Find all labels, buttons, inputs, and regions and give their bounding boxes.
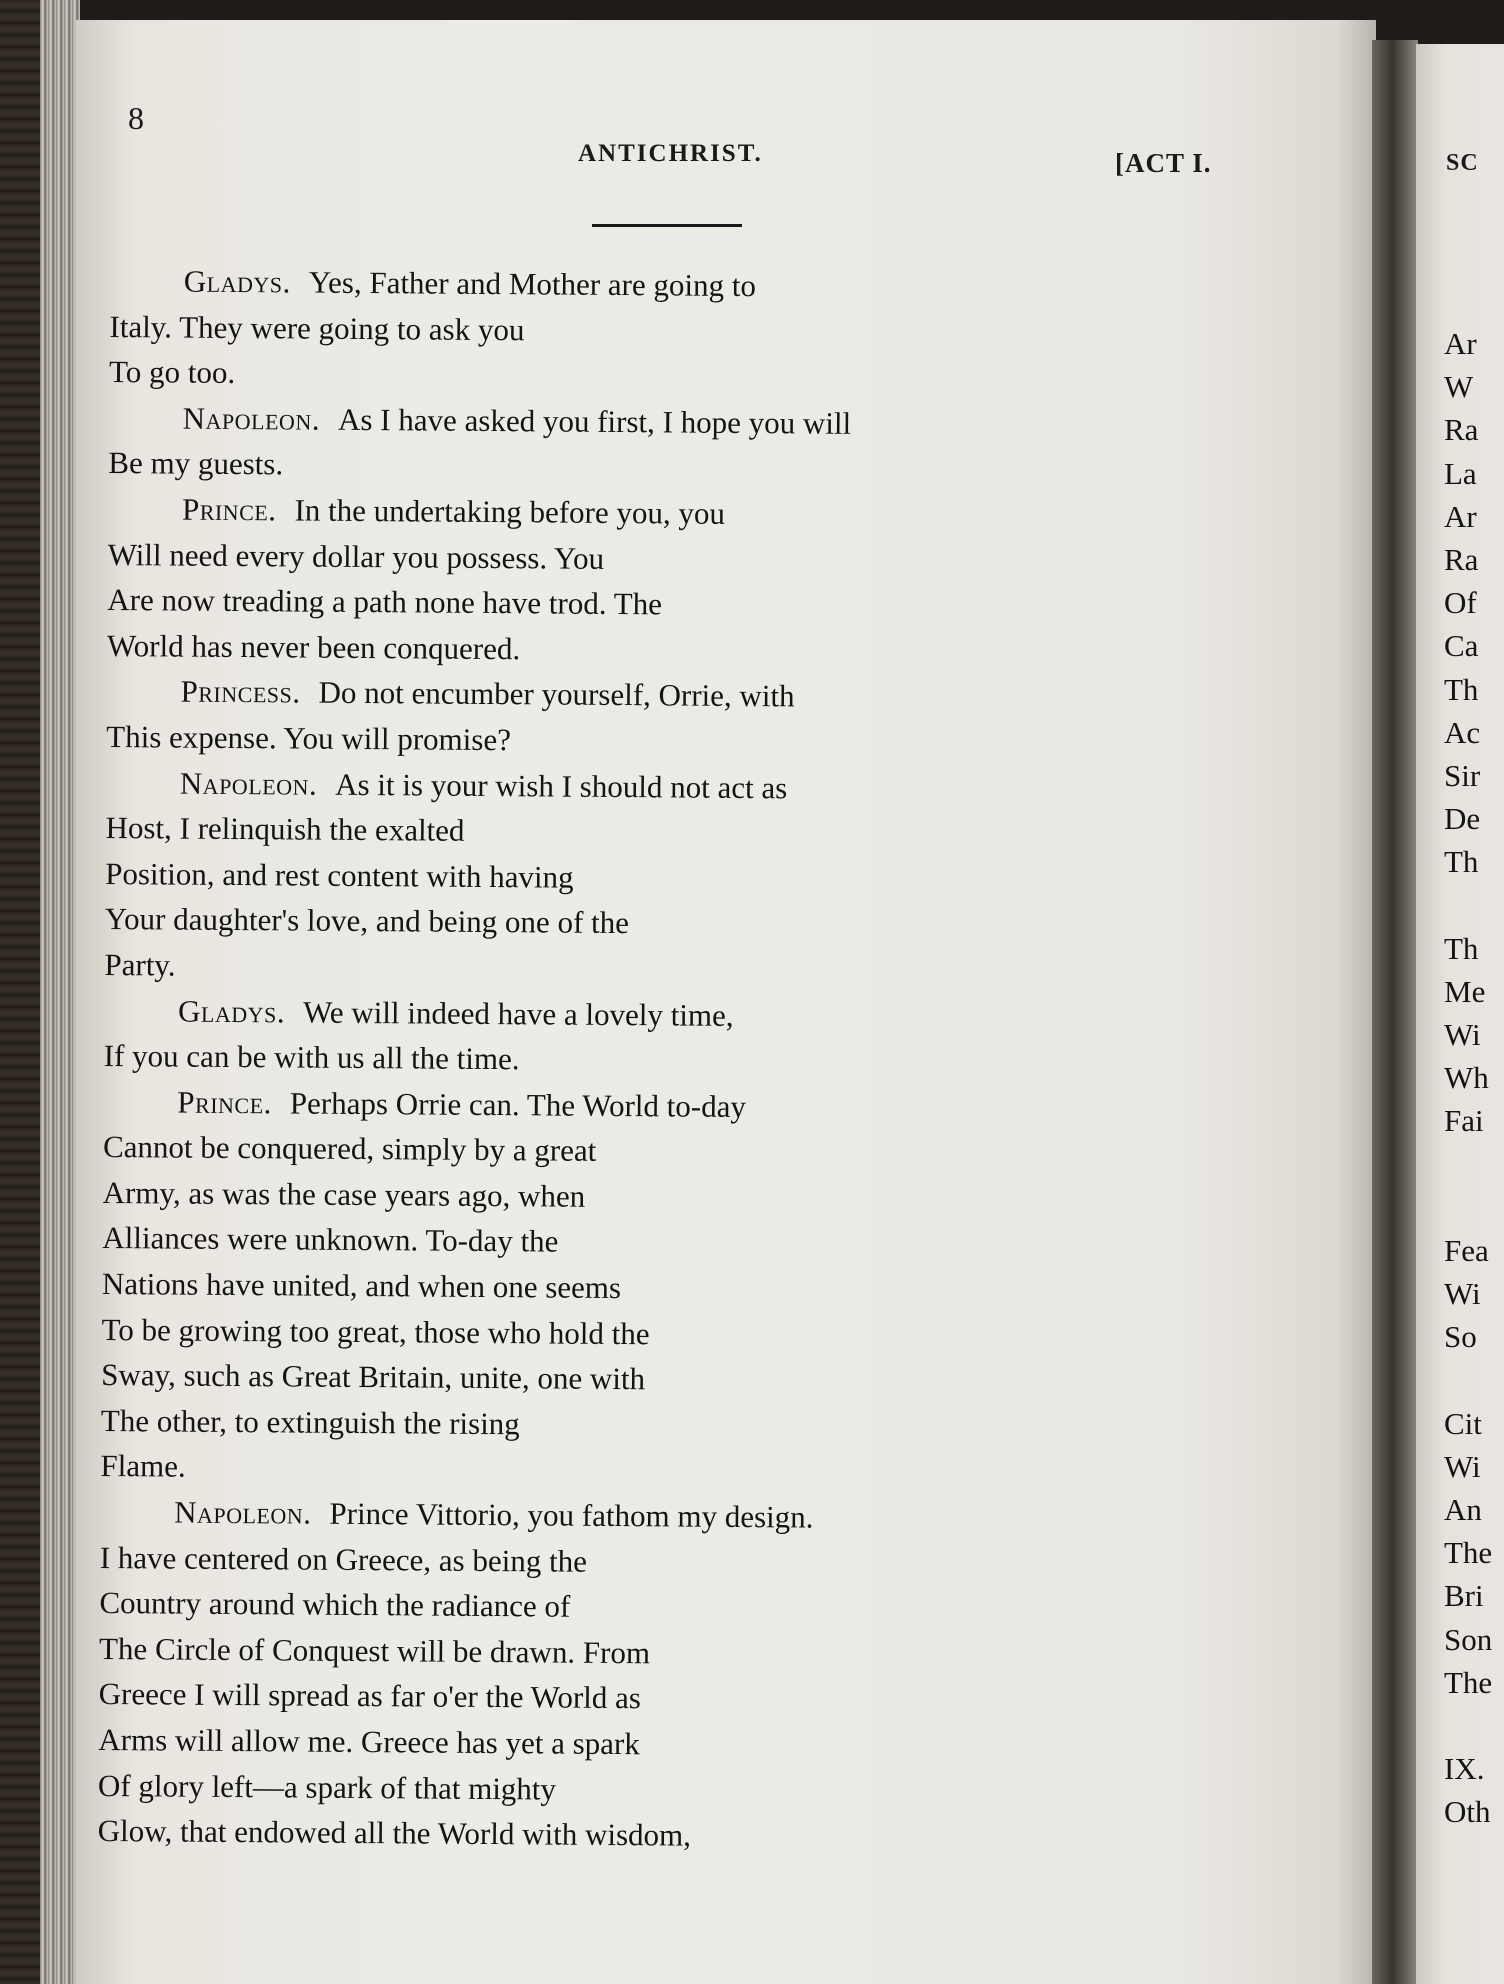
right-page-lines [1444,322,1492,1834]
right-page-line: Ar [1444,326,1477,361]
right-page-line: Wi [1444,1276,1481,1312]
line-text: Your daughter's love, and being one of the [104,901,630,941]
speaker-name: Napoleon. [174,1494,312,1531]
right-page-line: Th [1444,671,1479,707]
verse-line [104,942,1104,995]
verse-line [106,714,1106,767]
speaker-name: Prince. [177,1084,273,1120]
running-title: ANTICHRIST. [578,140,763,167]
speaker-name: Gladys. [177,993,286,1029]
speech-line [100,1489,1100,1542]
line-text: To be growing too great, those who hold the [101,1311,650,1351]
right-page [1416,44,1504,1984]
verse-line [100,1535,1100,1588]
line-text: As I have asked you first, I hope you will [337,401,852,441]
line-text: Perhaps Orrie can. The World to-day [289,1085,747,1124]
verse-line [103,1124,1103,1177]
right-page-line: Ar [1444,498,1477,534]
line-text: In the undertaking before you, you [294,492,726,531]
right-page-heading: SC [1446,150,1479,176]
line-text: Host, I relinquish the exalted [105,810,465,848]
verse-line [99,1626,1099,1679]
right-page-line: De [1444,801,1481,837]
right-page-line: Cit [1444,1405,1482,1441]
line-text: The Circle of Conquest will be drawn. From [98,1630,651,1671]
speaker-name: Princess. [180,673,301,710]
page-number: 8 [128,100,144,136]
right-page-line: Th [1444,930,1479,966]
right-page-line: The [1444,1535,1493,1571]
right-page-line [1444,883,1492,926]
line-text: Position, and rest content with having [105,855,574,895]
line-text: This expense. You will promise? [106,718,512,758]
line-text: Italy. They were going to ask you [109,308,525,347]
line-text: Army, as was the case years ago, when [102,1174,586,1214]
verse-line [108,440,1108,493]
right-page-line: Sir [1444,757,1481,793]
right-page-line: Fea [1444,1232,1489,1268]
right-page-line [1444,1359,1492,1402]
verse-line [105,896,1105,949]
verse-line [105,851,1105,904]
line-text: Sway, such as Great Britain, unite, one with [101,1357,646,1397]
right-page-line: Me [1444,973,1486,1009]
verse-line [109,349,1109,402]
line-text: We will indeed have a lovely time, [302,994,734,1033]
right-page-line: Ac [1444,714,1481,750]
speech-line [106,668,1106,721]
right-page-line: Fai [1444,1103,1484,1139]
line-text: The other, to extinguish the rising [100,1402,520,1442]
book-gutter [1372,40,1418,1984]
line-text: Flame. [100,1448,186,1485]
speech-line [104,987,1104,1040]
line-text: Alliances were unknown. To-day the [102,1220,559,1260]
line-text: I have centered on Greece, as being the [99,1539,588,1579]
right-page-line: Wi [1444,1448,1481,1484]
verse-line [107,532,1107,585]
verse-line [99,1671,1099,1724]
speaker-name: Gladys. [183,263,291,300]
speech-line [110,258,1110,311]
speaker-name: Prince. [181,491,277,528]
right-page-line [1444,1143,1492,1186]
verse-line [100,1443,1100,1496]
verse-line [109,304,1109,357]
line-text: World has never been conquered. [106,627,521,666]
line-text: Will need every dollar you possess. You [107,536,605,576]
line-text: Prince Vittorio, you fathom my design. [329,1495,814,1535]
verse-line [102,1170,1102,1223]
verse-line [105,805,1105,858]
right-page-line: The [1444,1664,1493,1700]
verse-line [99,1580,1099,1633]
speech-line [103,1079,1103,1132]
line-text: Greece I will spread as far o'er the World as [98,1676,642,1716]
page-edges [40,0,80,1984]
right-page-line: Oth [1444,1794,1491,1830]
verse-line [101,1398,1101,1451]
play-text [97,258,1110,1862]
speaker-name: Napoleon. [182,400,321,437]
verse-line [101,1352,1101,1405]
line-text: To go too. [108,354,236,391]
right-page-line [1444,1186,1492,1229]
title-rule [592,224,742,227]
right-page-line: Son [1444,1621,1493,1657]
right-page-line: An [1444,1492,1482,1528]
verse-line [98,1763,1098,1816]
line-text: Cannot be conquered, simply by a great [102,1129,597,1169]
line-text: Of glory left—a spark of that mighty [97,1767,557,1807]
right-page-line: Ra [1444,541,1479,577]
right-page-line: Bri [1444,1578,1484,1614]
line-text: Party. [104,946,176,983]
verse-line [97,1808,1097,1861]
verse-line [101,1307,1101,1360]
line-text: Glow, that endowed all the World with wisdom, [97,1813,692,1853]
speaker-name: Napoleon. [179,765,318,802]
right-page-line: W [1444,369,1474,405]
act-reference: [ACT I. [1115,148,1212,178]
line-text: Be my guests. [108,445,284,482]
right-page-line: Th [1444,844,1479,880]
verse-line [107,623,1107,676]
right-page-line: IX. [1444,1751,1485,1787]
line-text: Do not encumber yourself, Orrie, with [318,674,795,714]
verse-line [102,1261,1102,1314]
verse-line [104,1033,1104,1086]
line-text: Nations have united, and when one seems [101,1266,622,1306]
speech-line [106,760,1106,813]
verse-line [98,1717,1098,1770]
right-page-line: Ca [1444,628,1479,664]
right-page-line: Wi [1444,1017,1481,1052]
right-page-line: Ra [1444,412,1479,448]
line-text: Country around which the radiance of [99,1585,571,1624]
verse-line [107,577,1107,630]
line-text: Arms will allow me. Greece has yet a spark [98,1721,640,1762]
right-page-line [1444,1704,1492,1747]
right-page-line: La [1444,455,1477,491]
right-page-line: So [1444,1319,1477,1355]
line-text: If you can be with us all the time. [103,1038,520,1077]
line-text: Are now treading a path none have trod. The [107,582,663,622]
speech-line [108,486,1108,539]
verse-line [102,1215,1102,1268]
line-text: Yes, Father and Mother are going to [308,264,757,304]
speech-line [109,395,1109,448]
line-text: As it is your wish I should not act as [335,766,788,805]
right-page-line: Wh [1444,1060,1489,1096]
right-page-line: Of [1444,585,1477,621]
